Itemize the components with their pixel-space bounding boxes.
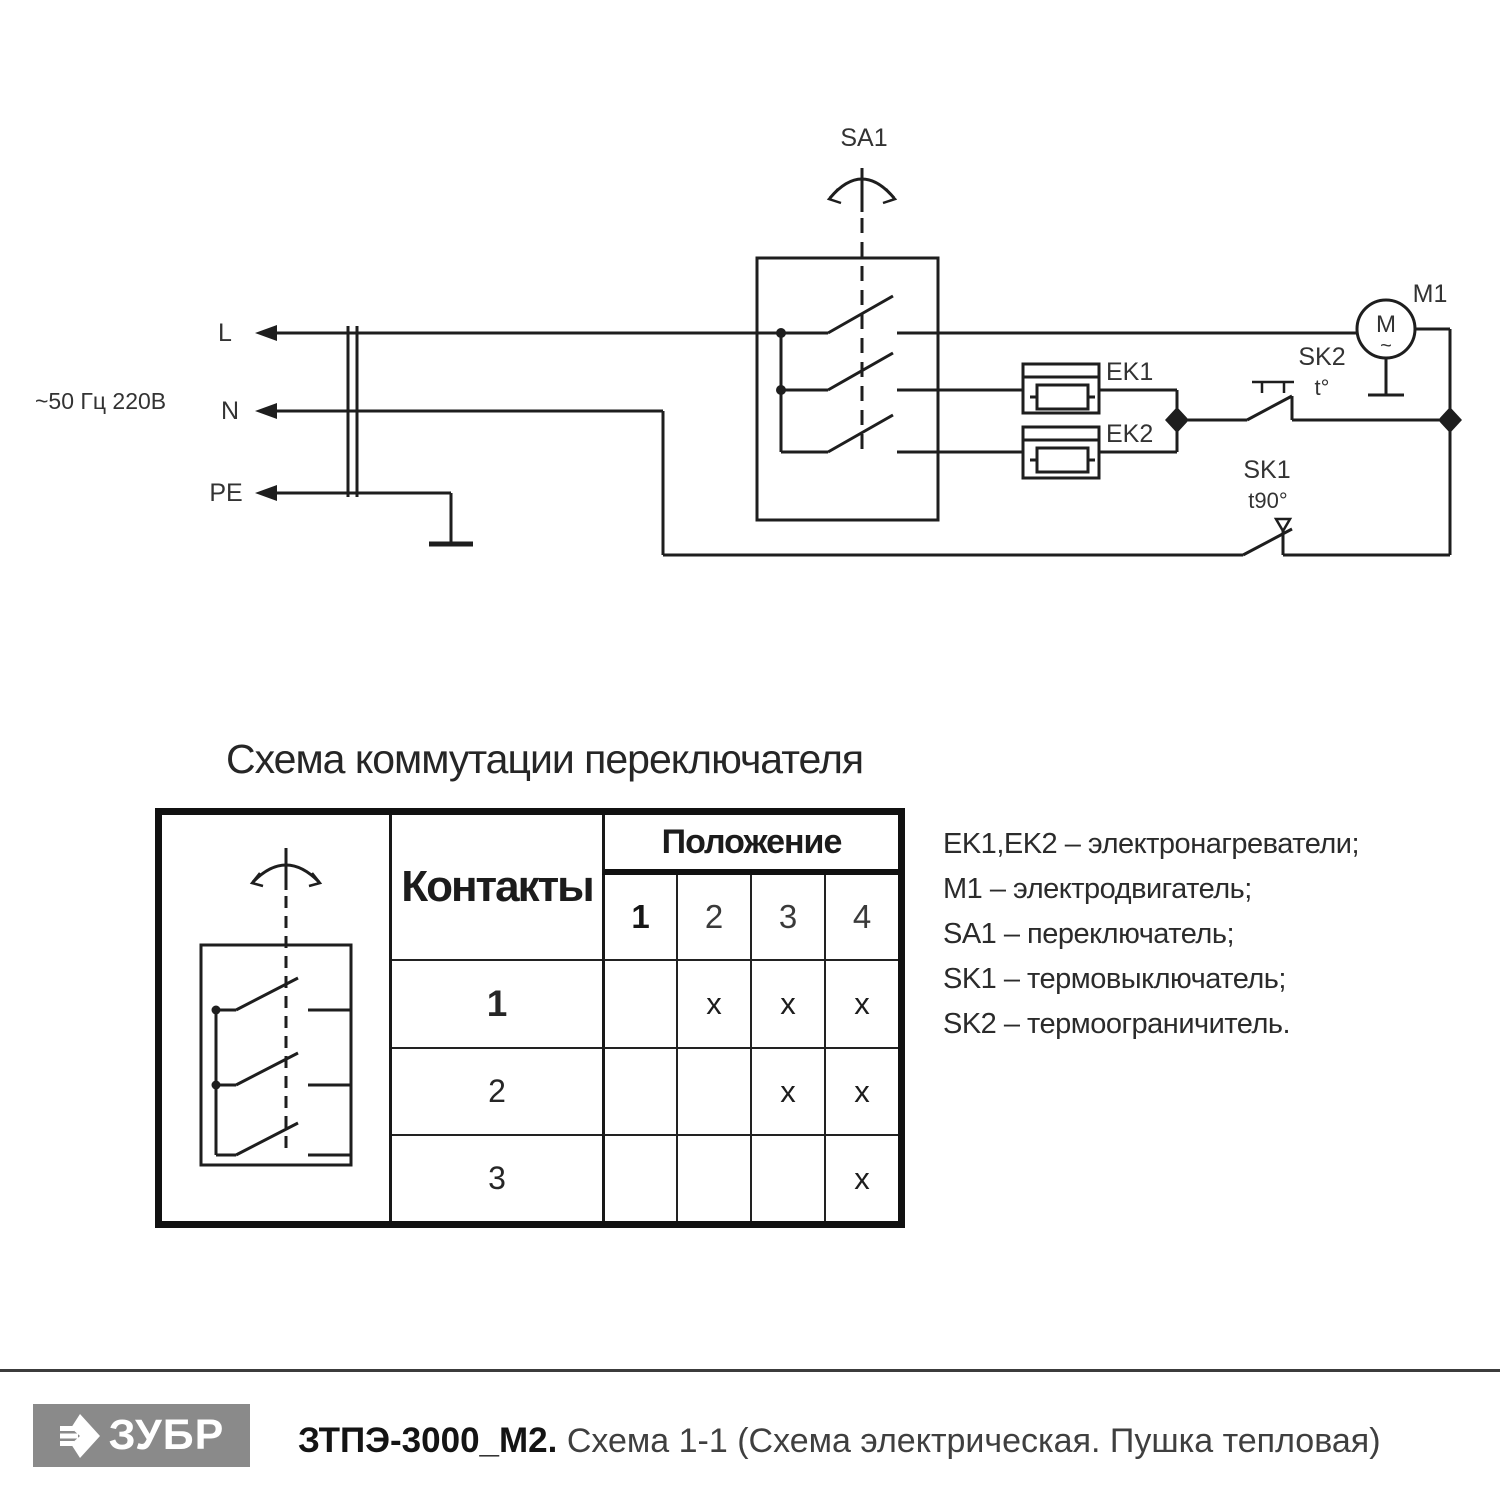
sk1-temp-label: t90° [1248,488,1288,513]
terminal-L-label: L [218,319,232,347]
mark-cell: x [750,1047,824,1134]
legend-item: SK2 – термоограничитель. [943,1008,1291,1040]
junction-diamond [1438,407,1462,433]
position-header: Положение [602,815,898,875]
zubr-logo [33,1404,250,1467]
motor-wave: ~ [1380,335,1392,357]
sa1-label: SA1 [840,124,888,152]
sk2-temp-label: t° [1314,375,1330,400]
ek1-out-wire [1099,390,1177,410]
contact-row-label: 3 [392,1134,602,1221]
sa1-contact-2 [781,353,1023,390]
switch-pictogram-cell [162,815,392,1221]
power-label: ~50 Гц 220В [35,388,167,414]
terminal-N-label: N [220,397,240,425]
junction-diamond [1165,407,1189,433]
ek2-label: EK2 [1106,420,1154,448]
legend-item: EK1,EK2 – электронагреватели; [943,828,1360,860]
footer-divider [0,1369,1500,1372]
switch-pictogram-icon [168,820,384,1216]
mark-cell: x [750,959,824,1047]
switch-commutation-table [155,808,905,1228]
sk1-label: SK1 [1243,456,1291,484]
junction-dot [776,328,786,338]
legend-item: M1 – электродвигатель; [943,873,1252,905]
schematic-subtitle: Схема 1-1 (Схема электрическая. Пушка тепловая) [566,1422,1381,1460]
switch-table-title: Схема коммутации переключателя [226,736,864,782]
model-name: ЗТПЭ-3000_М2. [298,1421,558,1460]
mark-cell [602,959,676,1047]
position-3: 3 [750,875,824,959]
terminal-PE-label: PE [209,479,243,507]
position-4: 4 [824,875,898,959]
schematic-labels [35,124,1447,513]
wire-PE [271,493,451,543]
ek1-heater-icon [1023,364,1099,413]
contact-row-label: 2 [392,1047,602,1134]
component-legend [943,822,1359,1047]
legend-item: SA1 – переключатель; [943,918,1235,950]
m1-label: M1 [1412,280,1448,308]
motor-M-letter: M [1376,311,1396,338]
ek1-label: EK1 [1106,358,1154,386]
zubr-logo-text: ЗУБР [108,1411,225,1459]
wire-return [1415,329,1450,555]
zubr-logomark-icon [59,1412,103,1460]
position-2: 2 [676,875,750,959]
footer-caption [298,1421,1381,1461]
contacts-header: Контакты [401,862,593,911]
sa1-contact-3 [781,415,1023,452]
arrow-left-icon [255,485,277,501]
mark-cell: x [824,1134,898,1221]
mark-cell [676,1134,750,1221]
mark-cell: x [824,1047,898,1134]
sk2-label: SK2 [1298,343,1346,371]
junction-dot [776,385,786,395]
mark-cell [602,1047,676,1134]
sa1-contact-1 [781,296,893,333]
legend-item: SK1 – термовыключатель; [943,963,1286,995]
mark-cell [602,1134,676,1221]
sk1-switch-icon [1243,519,1450,555]
mark-cell: x [676,959,750,1047]
position-1: 1 [602,875,676,959]
arrow-left-icon [255,403,277,419]
contact-row-label: 1 [392,959,602,1047]
ek2-heater-icon [1023,427,1099,478]
sk2-switch-icon [1188,382,1439,420]
electrical-schematic [0,0,1500,700]
arrow-left-icon [255,325,277,341]
mark-cell: x [824,959,898,1047]
mark-cell [676,1047,750,1134]
mark-cell [750,1134,824,1221]
